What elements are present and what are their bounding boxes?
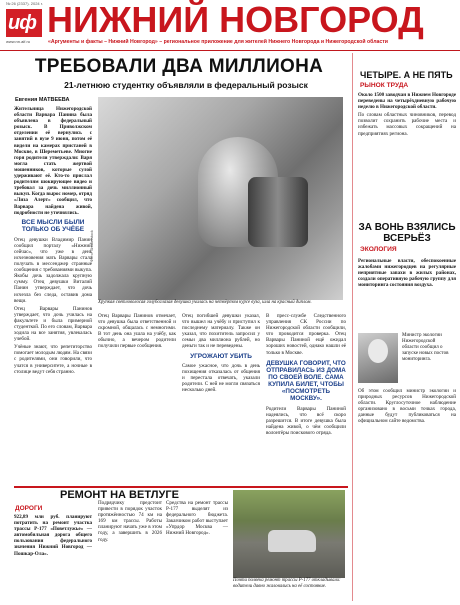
bottom-paragraph: Средства на ремонт трассы Р-177 выделят из федерального бюджета. Заказчиком работ выступает «Упрдор Москва — Нижний Новгород». (166, 500, 228, 537)
road-photo (233, 490, 345, 578)
column-divider (352, 53, 353, 601)
side-lead-2: Региональные власти, обеспокоенные жалобами нижегородцев на регулярные неприятные запахи в жилых районах, создали оперативную рабочую группу для мониторинга состояния воздуха. (358, 258, 456, 289)
masthead-title: НИЖНИЙ НОВГОРОД (47, 0, 424, 40)
side-article-2-body (358, 388, 456, 425)
article-paragraph: Самое ужасное, что дочь в день похищения отказалась от общения и перестала отвечать, указали родители. С ней не могли связаться несколько дней. (182, 363, 260, 394)
article-paragraph: Учёные знают, что репетиторство помогает молодым людям. На связи с родителями, они говорили, что учатся в университете, а ночные в столице ведут себя странно. (14, 344, 92, 375)
photo-caption: Хрупкая светловолосая голубоглазая девушка училась на четвёртом курсе вуза, шла на красный диплом. (98, 300, 312, 305)
pull-quote: ДЕВУШКА ГОВОРИТ, ЧТО ОТПРАВИЛАСЬ ИЗ ДОМА ПО СВОЕЙ ВОЛЕ. САМА КУПИЛА БИЛЕТ, ЧТОБЫ «ПОСМОТРЕТЬ МОСКВУ». (266, 359, 346, 402)
side-article-1 (358, 92, 456, 137)
website-link[interactable]: www.nn.aif.ru (6, 39, 31, 44)
bottom-paragraph: Подрядчику предстоит привести в порядок участок протяжённостью 74 км на 169 км трассы. Работы планируют начать уже в этом году, а завершить в 2026 году. (98, 500, 162, 543)
side-paragraph: Об этом сообщил министр экологии и природных ресурсов Нижегородской области. Круглосуточное наблюдение организовано в восьми точках города, данные будут публиковаться на официальном сайте ведомства. (358, 388, 456, 425)
article-column-1 (14, 106, 92, 375)
road-photo-caption: Почти полвека ремонт трассы Р-177 откладывали: водители давно жаловались на её состояние. (233, 578, 341, 589)
article-lead: Жительница Нижегородской области Варвара Панина была объявлена в федеральный розыск. В Приволжском отделении её вернулись с занятий в вузе 9 июня, потом её видели на камерах пристаней в Москве, в Шереметьеве. Многие горя родители утверждали: Варя могла стать жертвой мошенников, которые сулой удерживают её. Кто-то прислал родителям шокирующее видео и требовал за дочь миллионный выкуп. Когда вырос номер, отряд «Лиза Алерт» сообщил, что Варвара найдена живой, подробности не уточнялись. (14, 106, 92, 216)
article-photo (98, 97, 343, 300)
bottom-column-3 (166, 500, 228, 537)
issue-number: № 26 (2337). 2024 г. (6, 1, 43, 6)
photo-face (368, 339, 388, 363)
official-photo-caption: Министр экологии Нижегородской области сообщил о запуске новых постов мониторинга. (402, 333, 449, 362)
article-paragraph: Отец погибшей девушки указал, что вышел на учёбу и приступил к последнему материалу. Также он указал, что похититель запросил у семьи два миллиона рублей, но деньги так и не переведены. (182, 313, 260, 350)
article-paragraph: В пресс-службе Следственного управления СК России по Нижегородской области сообщили, что проводится проверка. Отец Варвары Паниной ещё ожидал хороших новостей, однако нашли её только в Москве. (266, 313, 346, 356)
article-paragraph: Отец Варвары Панинов отмечает, что девушка была ответственной и скромной, общалась с немногими. В тот день она ушла на учёбу, как обычно, а вечером родители получили первые сообщения. (98, 313, 176, 350)
official-photo (358, 333, 398, 383)
section-divider (14, 486, 348, 488)
photo-credit: Фото: Shutterstock (90, 230, 94, 262)
article-author: Евгения МАТВЕЕВА (15, 97, 70, 103)
bottom-column-2 (98, 500, 162, 543)
article-column-3 (182, 313, 260, 394)
masthead-tagline: «Аргументы и факты – Нижний Новгород» – региональное приложение для жителей Нижнего Новгорода и Нижегородской области (48, 39, 388, 45)
bottom-rubric: ДОРОГИ (15, 505, 43, 512)
side-rubric-1: РЫНОК ТРУДА (360, 82, 409, 89)
article-headline: ТРЕБОВАЛИ ДВА МИЛЛИОНА (34, 56, 324, 77)
car-shape (268, 530, 316, 552)
side-paragraph: По словам областных чиновников, перевод позволит сохранить рабочие места и избежать массовых сокращений на предприятиях региона. (358, 112, 456, 137)
photo-object (248, 177, 308, 247)
crosshead-2: УГРОЖАЮТ УБИТЬ (190, 352, 252, 360)
side-lead-1: Около 1500 заводчан в Нижнем Новгороде переведены на четырёхдневную рабочую неделю в Нижегородской области. (358, 92, 456, 111)
bottom-lead: 922,89 млн руб. планируют потратить на ремонт участка трассы Р-177 «Поветлужье» — автомобильная дорога общего пользования федерального значения Нижний Новгород — Пошкар-Ола». (14, 514, 92, 557)
logo-text: иф (8, 12, 36, 34)
side-rubric-2: ЭКОЛОГИЯ (360, 246, 397, 253)
bottom-headline: РЕМОНТ НА ВЕТЛУГЕ (60, 489, 179, 501)
article-column-2 (98, 313, 176, 350)
side-headline-2: ЗА ВОНЬ ВЗЯЛИСЬ ВСЕРЬЁЗ (358, 222, 456, 244)
article-column-4 (266, 313, 346, 436)
crosshead-1: ВСЕ МЫСЛИ БЫЛИ ТОЛЬКО ОБ УЧЁБЕ (21, 218, 85, 234)
aif-logo[interactable] (6, 9, 42, 37)
article-paragraph: Родители Варвары Паниной надеялись, что всё скоро разрешится. В итоге девушка была найдена живой, о чём сообщили волонтёры поискового отряда. (266, 405, 346, 437)
article-paragraph: Отец девушки Владимир Панин сообщил порталу «Нижний сейчас», что уже в день исчезновения мать Варвары стала получать в мессенджер странные сообщения с требованиями выкупа. Якобы дочь задолжала крупную сумму. Отец девушки Виталий Панин утверждает, что дочь исчезла без следа, оставив дома вещи. (14, 236, 92, 304)
article-subhead: 21-летнюю студентку объявляли в федеральный розыск (64, 80, 308, 90)
bottom-column-1 (14, 514, 92, 557)
side-article-2 (358, 258, 456, 288)
side-headline-1: ЧЕТЫРЕ. А НЕ ПЯТЬ (360, 70, 453, 80)
article-paragraph: Отец Варвары Панинов утверждает, что дочь училась на факультете и была примерной студенткой. По его словам, Варвара ходила на все занятия, увлекалась учебой. (14, 305, 92, 343)
masthead (0, 0, 460, 51)
